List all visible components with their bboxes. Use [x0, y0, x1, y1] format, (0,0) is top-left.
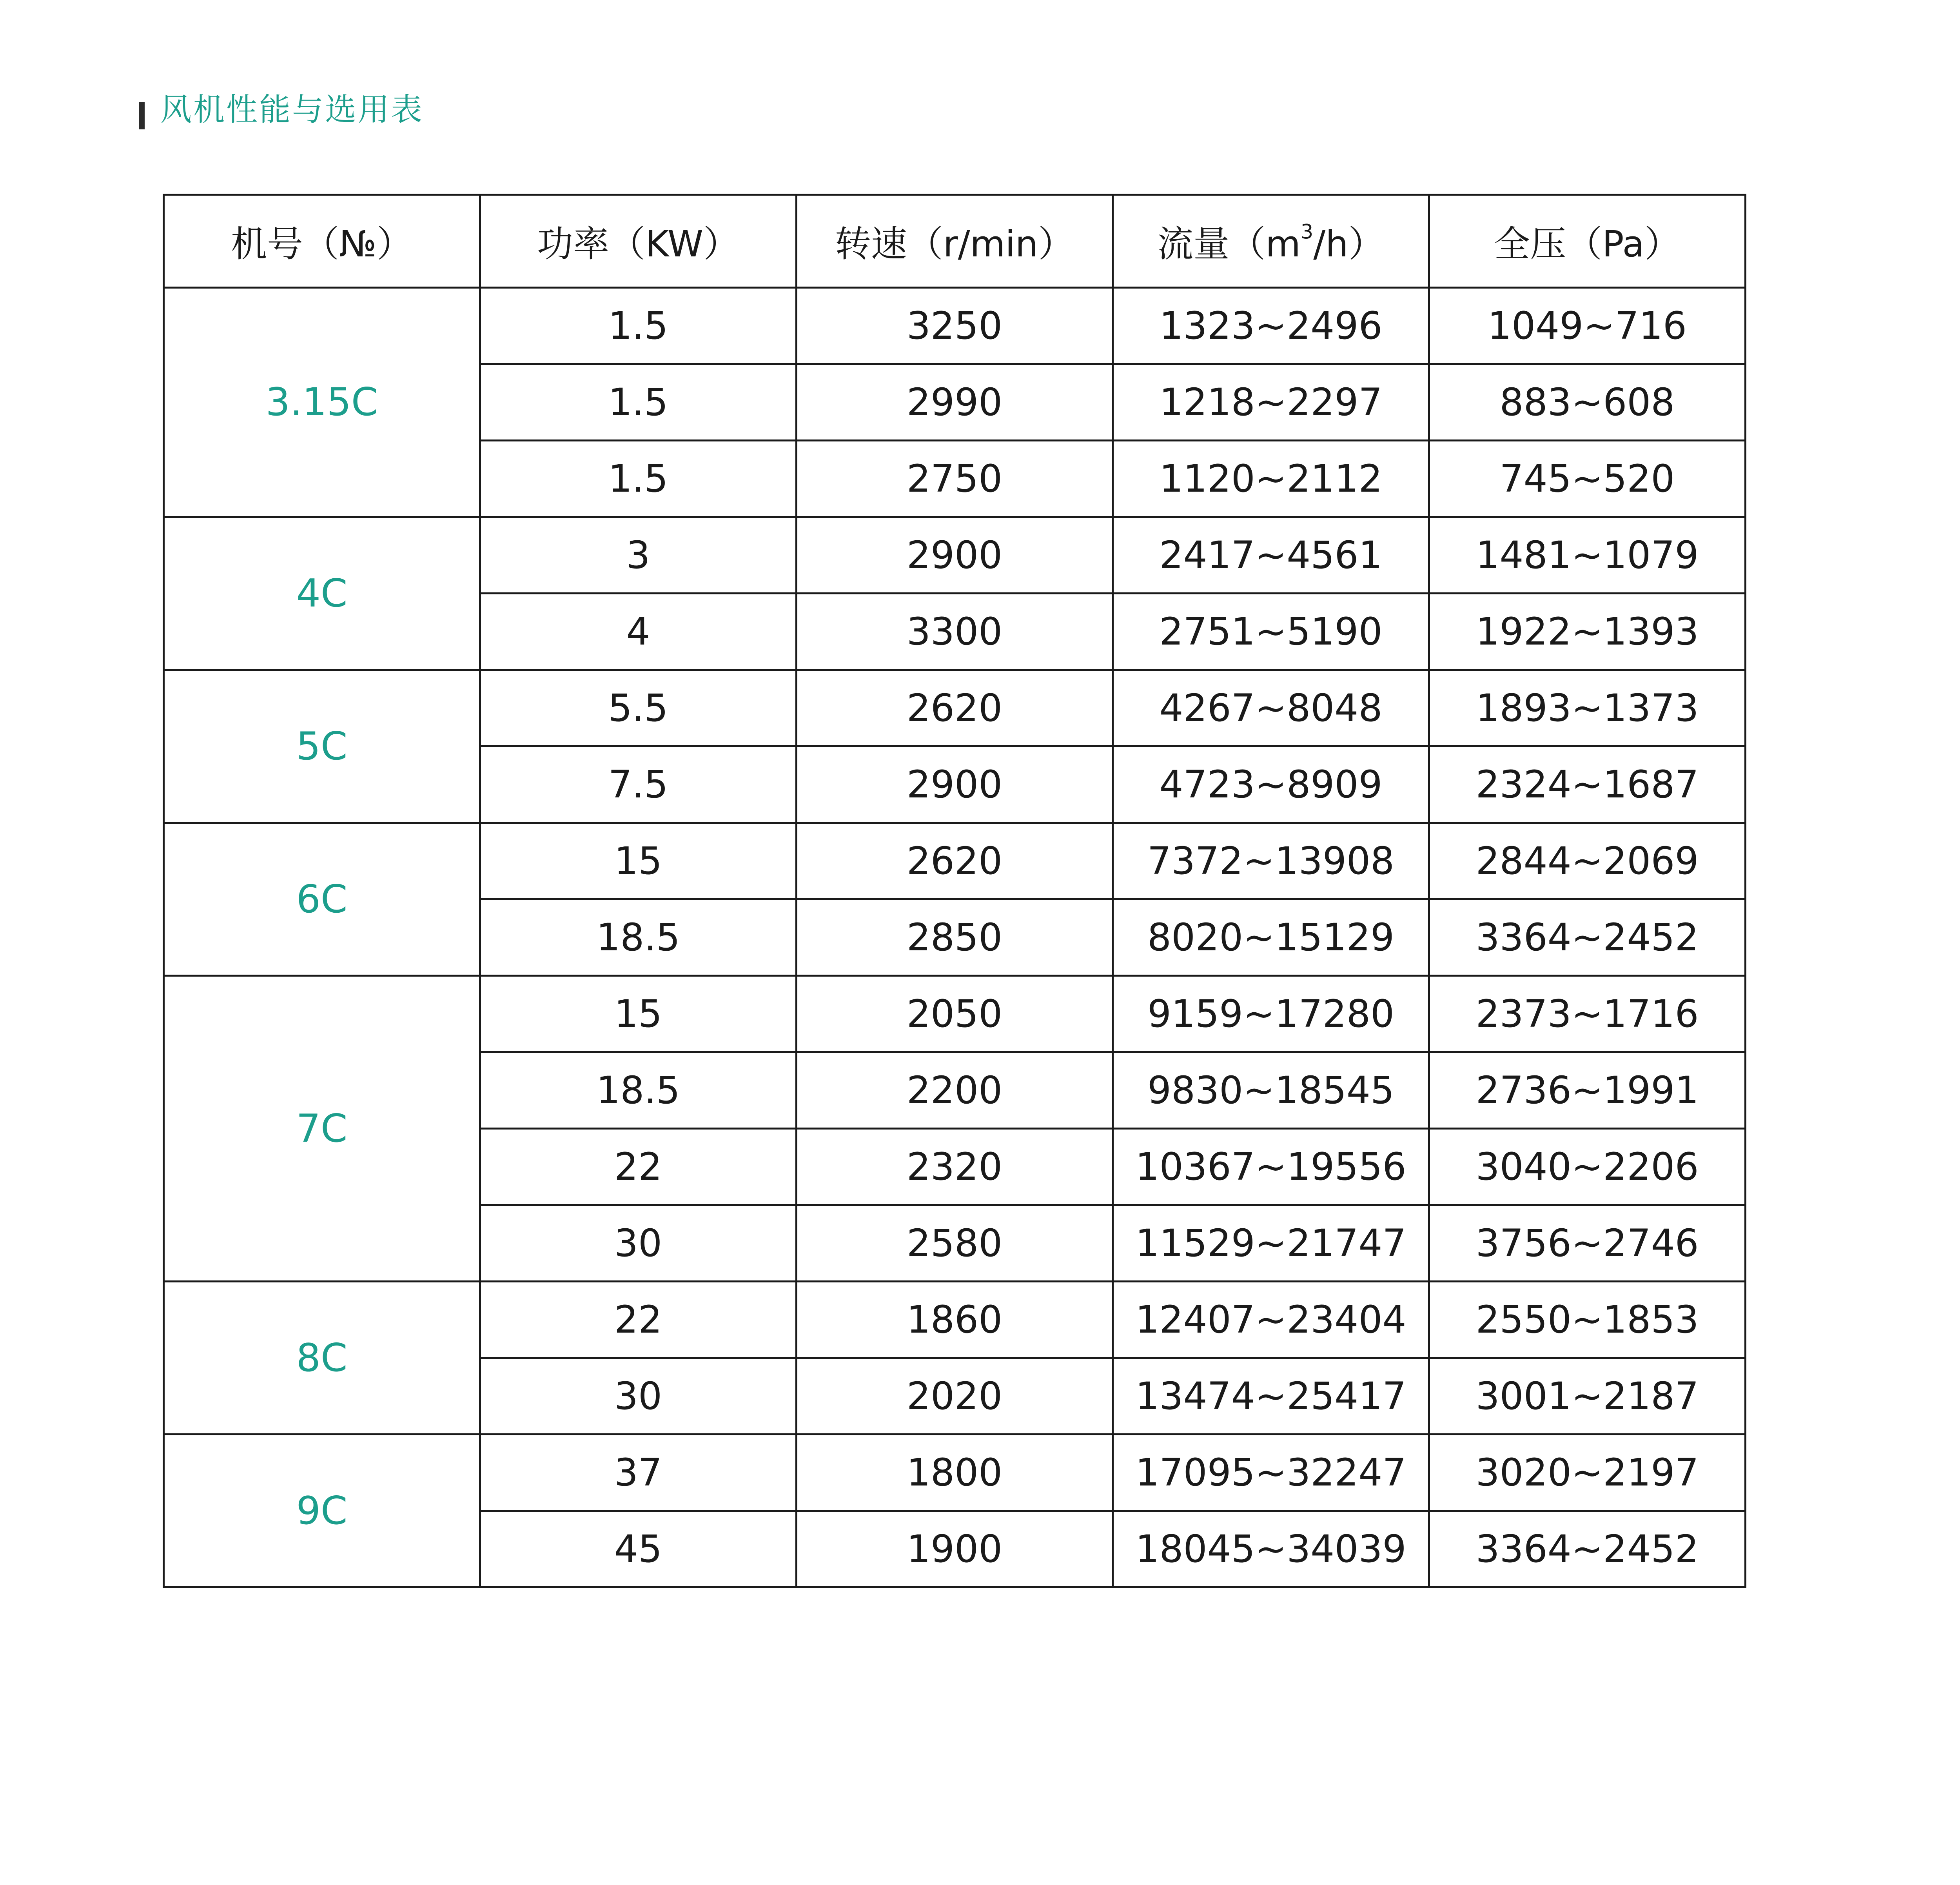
pressure-cell: 3040~2206 [1429, 1129, 1746, 1205]
speed-cell: 2320 [797, 1129, 1113, 1205]
pressure-cell: 1922~1393 [1429, 594, 1746, 670]
section-header [139, 86, 424, 133]
power-cell: 3 [480, 517, 797, 594]
pressure-cell: 1481~1079 [1429, 517, 1746, 594]
flow-cell: 12407~23404 [1113, 1282, 1429, 1358]
power-cell: 1.5 [480, 441, 797, 517]
power-cell: 30 [480, 1205, 797, 1282]
speed-cell: 2620 [797, 670, 1113, 746]
flow-cell: 17095~32247 [1113, 1435, 1429, 1511]
table-row [164, 288, 1746, 364]
speed-cell: 2050 [797, 976, 1113, 1052]
pressure-cell: 2324~1687 [1429, 746, 1746, 823]
flow-cell: 9830~18545 [1113, 1052, 1429, 1129]
model-cell: 9C [164, 1435, 480, 1587]
performance-table-container [163, 194, 1746, 1588]
flow-cell: 7372~13908 [1113, 823, 1429, 899]
header-flow-superscript: 3 [1301, 220, 1314, 243]
table-header-row [164, 195, 1746, 288]
table-body [164, 288, 1746, 1587]
power-cell: 5.5 [480, 670, 797, 746]
power-cell: 1.5 [480, 288, 797, 364]
header-model: 机号（№） [164, 195, 480, 288]
power-cell: 15 [480, 976, 797, 1052]
flow-cell: 1120~2112 [1113, 441, 1429, 517]
pressure-cell: 3364~2452 [1429, 1511, 1746, 1587]
speed-cell: 2200 [797, 1052, 1113, 1129]
section-marker [139, 102, 145, 129]
speed-cell: 1800 [797, 1435, 1113, 1511]
speed-cell: 2990 [797, 364, 1113, 441]
flow-cell: 10367~19556 [1113, 1129, 1429, 1205]
speed-cell: 2850 [797, 899, 1113, 976]
header-pressure: 全压（Pa） [1429, 195, 1746, 288]
power-cell: 18.5 [480, 899, 797, 976]
pressure-cell: 2373~1716 [1429, 976, 1746, 1052]
speed-cell: 2900 [797, 517, 1113, 594]
model-cell: 5C [164, 670, 480, 823]
power-cell: 22 [480, 1282, 797, 1358]
pressure-cell: 745~520 [1429, 441, 1746, 517]
pressure-cell: 883~608 [1429, 364, 1746, 441]
flow-cell: 1323~2496 [1113, 288, 1429, 364]
speed-cell: 2900 [797, 746, 1113, 823]
speed-cell: 1860 [797, 1282, 1113, 1358]
power-cell: 4 [480, 594, 797, 670]
speed-cell: 2580 [797, 1205, 1113, 1282]
speed-cell: 1900 [797, 1511, 1113, 1587]
pressure-cell: 2736~1991 [1429, 1052, 1746, 1129]
flow-cell: 2417~4561 [1113, 517, 1429, 594]
model-cell: 4C [164, 517, 480, 670]
flow-cell: 9159~17280 [1113, 976, 1429, 1052]
model-cell: 8C [164, 1282, 480, 1435]
power-cell: 30 [480, 1358, 797, 1435]
pressure-cell: 2844~2069 [1429, 823, 1746, 899]
speed-cell: 3300 [797, 594, 1113, 670]
power-cell: 18.5 [480, 1052, 797, 1129]
pressure-cell: 1049~716 [1429, 288, 1746, 364]
flow-cell: 1218~2297 [1113, 364, 1429, 441]
pressure-cell: 1893~1373 [1429, 670, 1746, 746]
pressure-cell: 3364~2452 [1429, 899, 1746, 976]
table-row [164, 823, 1746, 899]
speed-cell: 3250 [797, 288, 1113, 364]
header-flow-prefix: 流量（m [1157, 223, 1301, 265]
power-cell: 15 [480, 823, 797, 899]
fan-performance-table [163, 194, 1746, 1588]
flow-cell: 18045~34039 [1113, 1511, 1429, 1587]
table-row [164, 517, 1746, 594]
speed-cell: 2620 [797, 823, 1113, 899]
flow-cell: 8020~15129 [1113, 899, 1429, 976]
flow-cell: 11529~21747 [1113, 1205, 1429, 1282]
model-cell: 3.15C [164, 288, 480, 517]
header-power: 功率（KW） [480, 195, 797, 288]
model-cell: 6C [164, 823, 480, 976]
header-flow [1113, 195, 1429, 288]
speed-cell: 2750 [797, 441, 1113, 517]
flow-cell: 2751~5190 [1113, 594, 1429, 670]
table-row [164, 1282, 1746, 1358]
model-cell: 7C [164, 976, 480, 1282]
flow-cell: 4267~8048 [1113, 670, 1429, 746]
pressure-cell: 3001~2187 [1429, 1358, 1746, 1435]
power-cell: 37 [480, 1435, 797, 1511]
power-cell: 7.5 [480, 746, 797, 823]
header-flow-suffix: /h） [1313, 223, 1385, 265]
section-title: 风机性能与选用表 [160, 91, 424, 128]
power-cell: 1.5 [480, 364, 797, 441]
header-speed: 转速（r/min） [797, 195, 1113, 288]
flow-cell: 13474~25417 [1113, 1358, 1429, 1435]
power-cell: 22 [480, 1129, 797, 1205]
table-row [164, 1435, 1746, 1511]
table-row [164, 976, 1746, 1052]
pressure-cell: 3020~2197 [1429, 1435, 1746, 1511]
flow-cell: 4723~8909 [1113, 746, 1429, 823]
power-cell: 45 [480, 1511, 797, 1587]
pressure-cell: 2550~1853 [1429, 1282, 1746, 1358]
pressure-cell: 3756~2746 [1429, 1205, 1746, 1282]
table-row [164, 670, 1746, 746]
speed-cell: 2020 [797, 1358, 1113, 1435]
